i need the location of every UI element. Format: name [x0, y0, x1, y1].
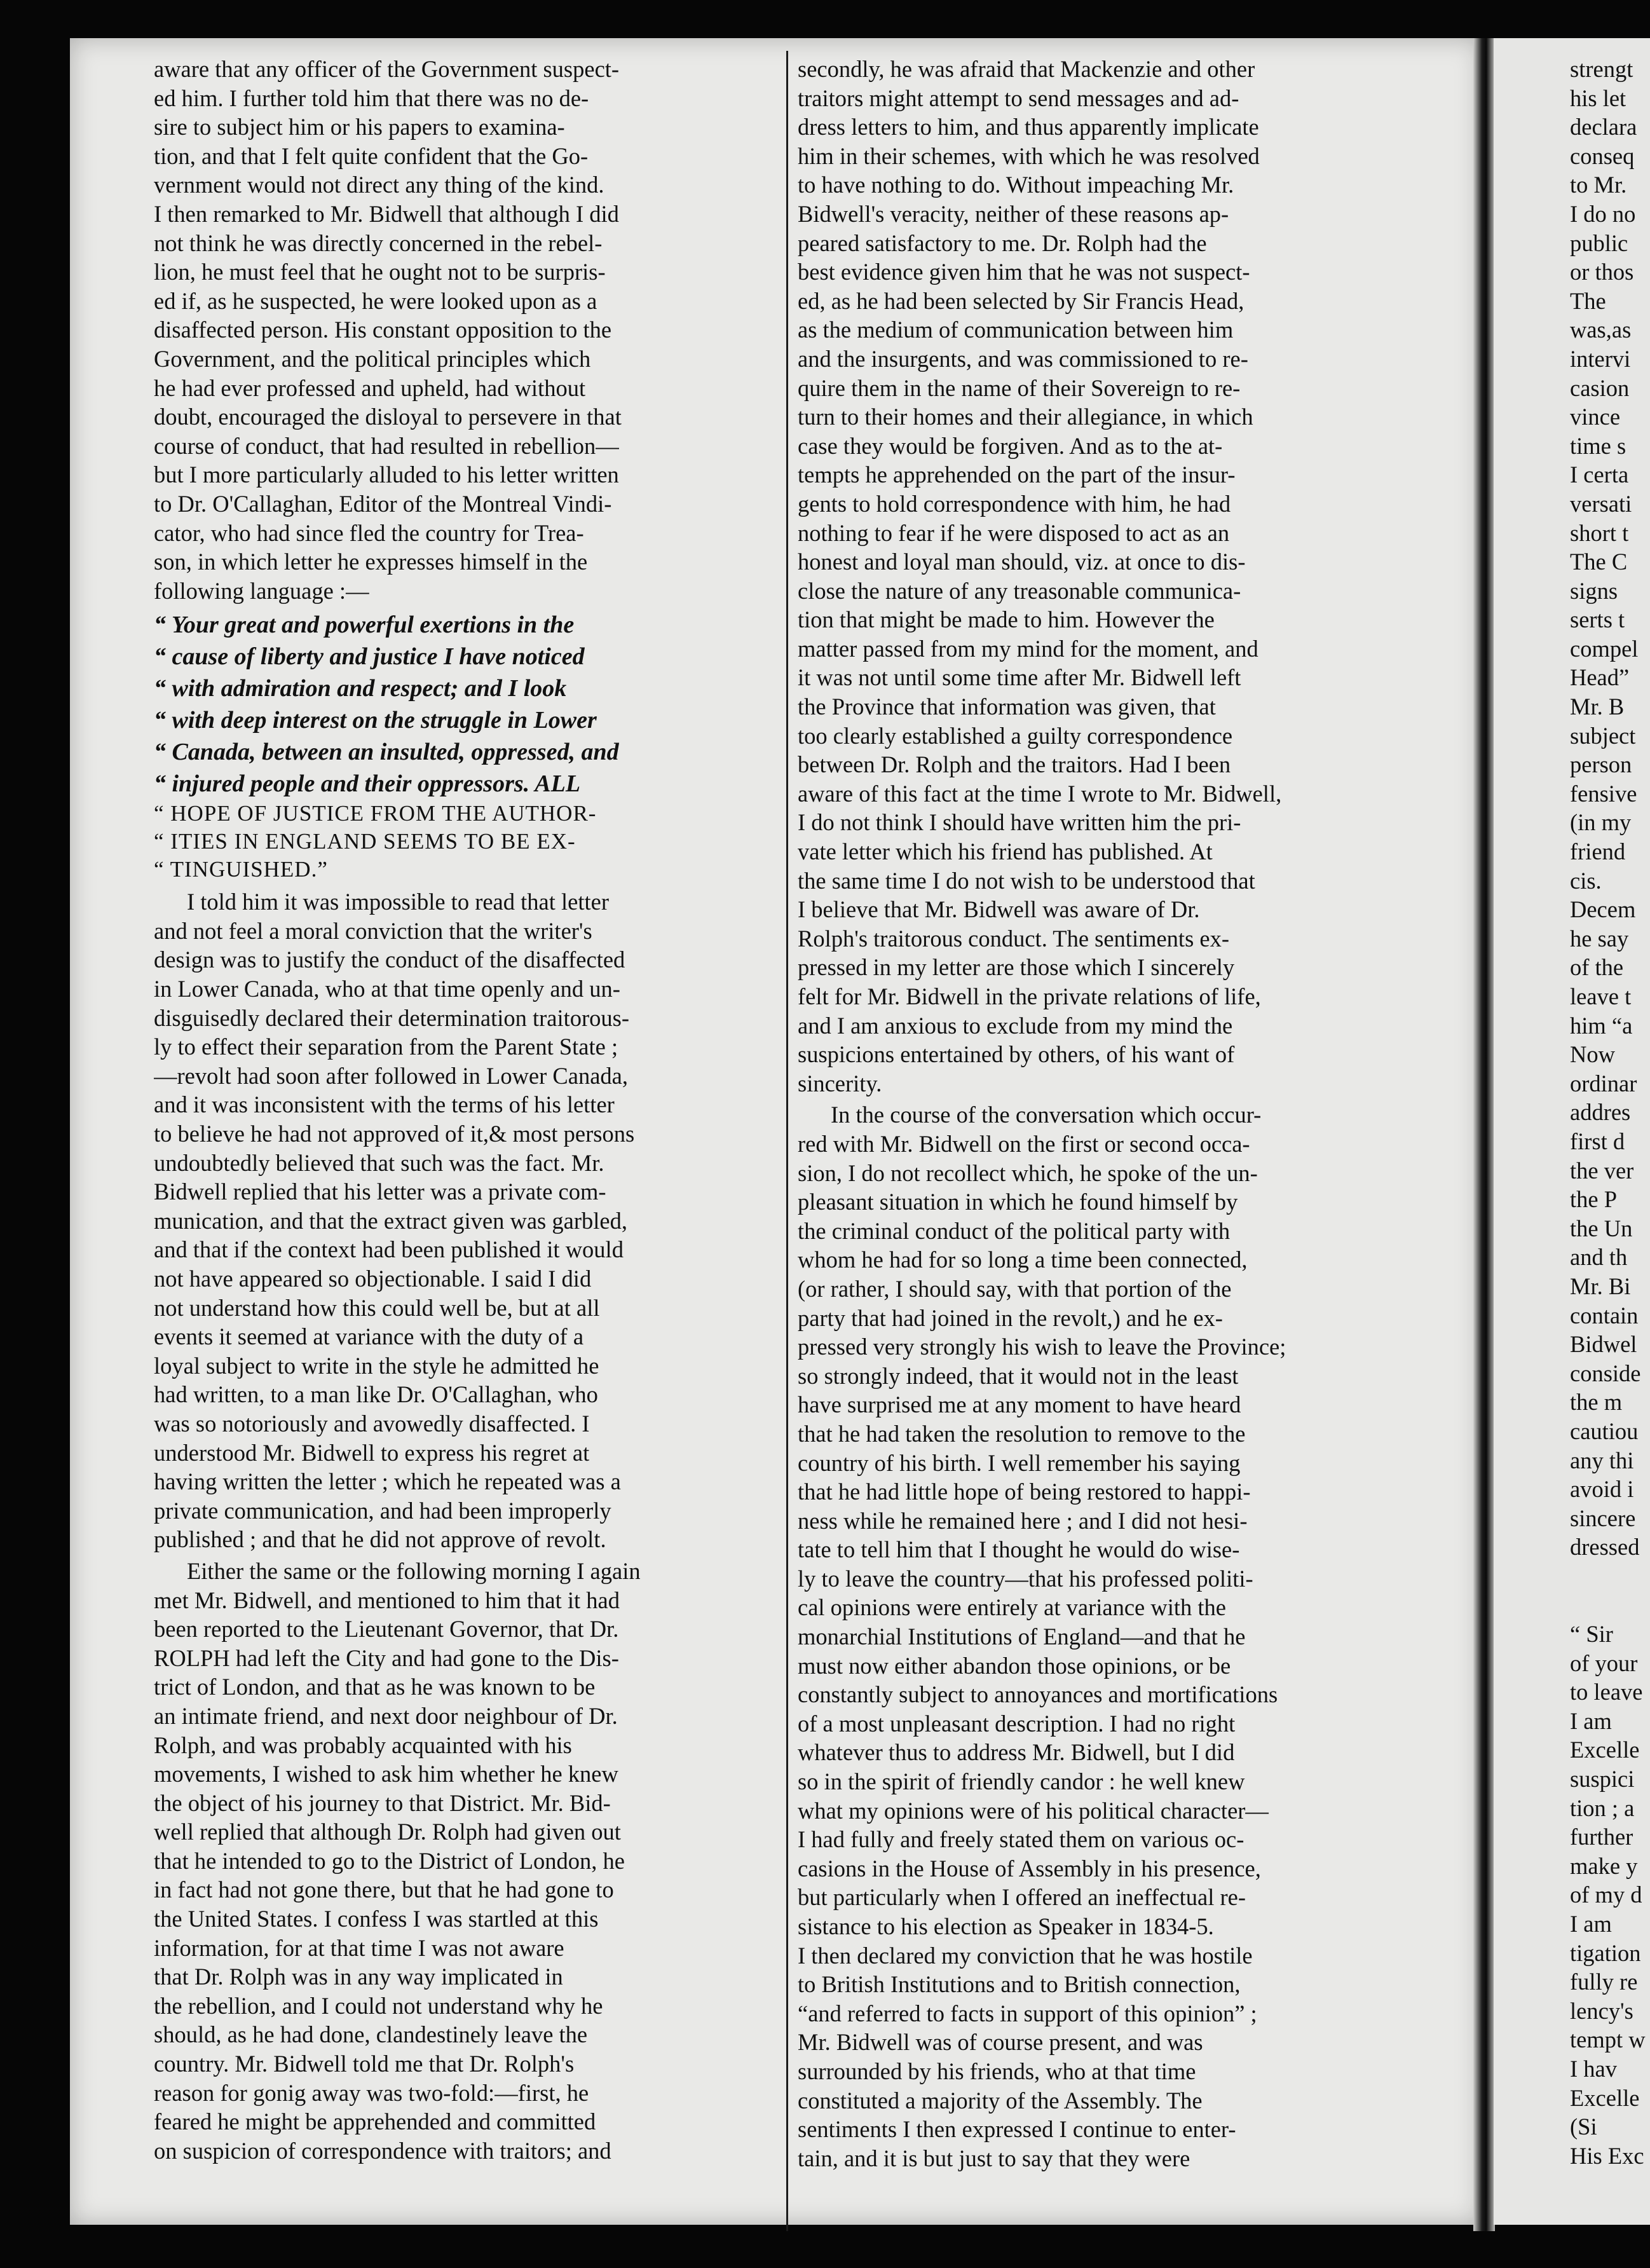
fragment-line: and th — [1570, 1244, 1628, 1271]
fragment-line: the Un — [1570, 1215, 1633, 1241]
text-line: aware that any officer of the Government suspect- — [154, 56, 620, 82]
fragment-line: His Exc — [1570, 2142, 1644, 2169]
fragment-line: tempt w — [1570, 2026, 1646, 2053]
text-line: country. Mr. Bidwell told me that Dr. Rolph's — [154, 2051, 575, 2077]
text-line: following language :— — [154, 577, 369, 604]
text-line: ed if, as he suspected, he were looked upon as a — [154, 287, 597, 314]
fragment-line: or thos — [1570, 259, 1634, 285]
quote-line: “ with deep interest on the struggle in Lower — [154, 707, 597, 734]
text-line: too clearly established a guilty correspondence — [798, 722, 1233, 749]
fragment-line: signs — [1570, 577, 1618, 604]
text-line: —revolt had soon after followed in Lower Canada, — [154, 1062, 628, 1089]
text-line: munication, and that the extract given was garbled, — [154, 1207, 627, 1234]
fragment-line: Excelle — [1570, 1737, 1640, 1763]
fragment-line: vince — [1570, 404, 1621, 430]
fragment-line: cis. — [1570, 867, 1602, 894]
text-line: pressed very strongly his wish to leave the Province; — [798, 1334, 1286, 1360]
fragment-line: versati — [1570, 490, 1632, 517]
text-line: sire to subject him or his papers to examina- — [154, 114, 565, 140]
paragraph-1 — [154, 55, 769, 605]
fragment-line: (Si — [1570, 2114, 1597, 2140]
text-line: cal opinions were entirely at variance with the — [798, 1594, 1226, 1621]
text-line: so strongly indeed, that it would not in the least — [798, 1362, 1239, 1389]
text-line: and not feel a moral conviction that the writer's — [154, 917, 592, 944]
text-line: In the course of the conversation which occur- — [831, 1102, 1262, 1128]
text-line: whatever thus to address Mr. Bidwell, but I did — [798, 1739, 1235, 1766]
text-line: information, for at that time I was not aware — [154, 1934, 564, 1961]
text-line: trict of London, and that as he was known to be — [154, 1674, 596, 1700]
text-line: turn to their homes and their allegiance, in which — [798, 404, 1253, 430]
text-line: design was to justify the conduct of the disaffected — [154, 946, 625, 973]
fragment-line: strengt — [1570, 56, 1633, 82]
text-line: disaffected person. His constant opposition to the — [154, 317, 612, 343]
text-line: casions in the House of Assembly in his presence, — [798, 1855, 1261, 1882]
text-line: sion, I do not recollect which, he spoke of the un- — [798, 1159, 1258, 1186]
fragment-line: short t — [1570, 519, 1629, 546]
page-fold-shadow — [1473, 38, 1495, 2231]
text-line: (or rather, I should say, with that portion of the — [798, 1275, 1232, 1302]
text-line: surrounded by his friends, who at that time — [798, 2058, 1196, 2084]
text-line: Rolph's traitorous conduct. The sentiments ex- — [798, 925, 1230, 952]
text-line: red with Mr. Bidwell on the first or second occa- — [798, 1130, 1250, 1157]
text-line: sincerity. — [798, 1070, 882, 1096]
fragment-line: friend — [1570, 838, 1626, 865]
text-line: sentiments I then expressed I continue to enter- — [798, 2116, 1236, 2143]
fragment-line: I certa — [1570, 461, 1629, 488]
fragment-line: Mr. Bi — [1570, 1273, 1631, 1299]
text-line: the Province that information was given, that — [798, 693, 1216, 720]
text-line: of a most unpleasant description. I had no right — [798, 1710, 1236, 1737]
text-line: not understand how this could well be, but at all — [154, 1294, 600, 1321]
text-line: to believe he had not approved of it,& most persons — [154, 1121, 635, 1147]
caps-line: “ TINGUISHED.” — [154, 857, 328, 882]
text-line: that he had taken the resolution to remove to the — [798, 1420, 1246, 1447]
text-line: suspicions entertained by others, of his want of — [798, 1041, 1235, 1068]
fragment-line: cautiou — [1570, 1418, 1639, 1444]
quote-line: “ injured people and their oppressors. ALL — [154, 770, 581, 798]
text-line: I told him it was impossible to read that letter — [187, 889, 609, 915]
text-line: that he had little hope of being restored to happi- — [798, 1479, 1251, 1505]
fragment-line: Decem — [1570, 896, 1636, 923]
text-line: have surprised me at any moment to have heard — [798, 1391, 1241, 1418]
fragment-line: tion ; a — [1570, 1794, 1635, 1821]
fragment-line: to Mr. — [1570, 172, 1627, 198]
text-line: vate letter which his friend has published. At — [798, 838, 1213, 865]
text-line: movements, I wished to ask him whether he knew — [154, 1761, 618, 1787]
quote-line: “ cause of liberty and justice I have noticed — [154, 643, 585, 671]
fragment-line: I am — [1570, 1911, 1612, 1937]
text-line: to have nothing to do. Without impeaching Mr. — [798, 172, 1234, 198]
text-line: Rolph, and was probably acquainted with his — [154, 1732, 572, 1758]
text-line: secondly, he was afraid that Mackenzie and other — [798, 56, 1255, 82]
text-line: Bidwell replied that his letter was a private com- — [154, 1178, 606, 1205]
fragment-line: I hav — [1570, 2055, 1617, 2082]
text-line: Government, and the political principles which — [154, 345, 591, 372]
text-line: feared he might be apprehended and committed — [154, 2108, 596, 2135]
text-line: Bidwell's veracity, neither of these reasons ap- — [798, 200, 1229, 227]
text-line: what my opinions were of his political character— — [798, 1797, 1269, 1824]
text-line: peared satisfactory to me. Dr. Rolph had the — [798, 229, 1207, 256]
text-line: traitors might attempt to send messages and ad- — [798, 85, 1239, 111]
text-line: as the medium of communication between him — [798, 317, 1234, 343]
fragment-line: (in my — [1570, 809, 1632, 836]
text-line: constantly subject to annoyances and mortifications — [798, 1681, 1278, 1708]
fragment-line: him “a — [1570, 1012, 1633, 1039]
column-left — [154, 55, 769, 2165]
text-line: gents to hold correspondence with him, he had — [798, 490, 1231, 517]
text-line: it was not until some time after Mr. Bidwell left — [798, 664, 1241, 691]
fragment-line: conseq — [1570, 142, 1635, 169]
fragment-line: Now — [1570, 1041, 1615, 1068]
text-line: constituted a majority of the Assembly. The — [798, 2087, 1203, 2114]
text-line: ROLPH had left the City and had gone to the Dis- — [154, 1644, 619, 1671]
text-line: between Dr. Rolph and the traitors. Had I been — [798, 751, 1231, 778]
text-line: he had ever professed and upheld, had without — [154, 374, 586, 401]
text-line: lion, he must feel that he ought not to be surpris- — [154, 259, 606, 285]
text-line: ly to leave the country—that his professed politi- — [798, 1565, 1253, 1592]
fragment-line: ordinar — [1570, 1070, 1637, 1096]
text-line: tion that might be made to him. However the — [798, 606, 1215, 633]
fragment-line: dressed — [1570, 1534, 1640, 1561]
fragment-line: leave t — [1570, 983, 1632, 1009]
column-rule — [786, 51, 788, 2231]
fragment-line: Excelle — [1570, 2084, 1640, 2111]
fragment-line: fully re — [1570, 1969, 1638, 1995]
text-line: country of his birth. I well remember his saying — [798, 1449, 1241, 1476]
text-line: understood Mr. Bidwell to express his regret at — [154, 1439, 590, 1466]
fragment-line: casion — [1570, 374, 1630, 401]
text-line: not think he was directly concerned in the rebel- — [154, 229, 603, 256]
text-line: doubt, encouraged the disloyal to persevere in that — [154, 404, 622, 430]
text-line: disguisedly declared their determination traitorous- — [154, 1004, 630, 1031]
text-line: vernment would not direct any thing of the kind. — [154, 172, 604, 198]
quoted-capitals — [154, 800, 769, 884]
fragment-line: compel — [1570, 635, 1639, 662]
quote-line: “ with admiration and respect; and I look — [154, 675, 567, 702]
text-line: whom he had for so long a time been connected, — [798, 1247, 1248, 1273]
text-line: must now either abandon those opinions, or be — [798, 1652, 1231, 1679]
fragment-line: I do no — [1570, 200, 1636, 227]
text-line: the United States. I confess I was startled at this — [154, 1906, 599, 1932]
text-line: private communication, and had been improperly — [154, 1497, 611, 1524]
fragment-line: any thi — [1570, 1447, 1634, 1473]
text-line: nothing to fear if he were disposed to act as an — [798, 519, 1230, 546]
caps-line: “ HOPE OF JUSTICE FROM THE AUTHOR- — [154, 801, 597, 826]
text-line: I then declared my conviction that he was hostile — [798, 1942, 1253, 1969]
fragment-line: Bidwel — [1570, 1331, 1637, 1358]
text-line: an intimate friend, and next door neighbour of Dr. — [154, 1702, 618, 1729]
fragment-line: addres — [1570, 1099, 1631, 1126]
fragment-line: serts t — [1570, 606, 1625, 633]
text-line: to Dr. O'Callaghan, Editor of the Montreal Vindi- — [154, 490, 612, 517]
fragment-line: I am — [1570, 1707, 1612, 1734]
text-line: but particularly when I offered an ineffectual re- — [798, 1884, 1246, 1911]
text-line: been reported to the Lieutenant Governor, that Dr. — [154, 1616, 619, 1643]
fragment-line: the P — [1570, 1186, 1618, 1213]
text-line: ed, as he had been selected by Sir Francis Head, — [798, 287, 1244, 314]
paragraph-3 — [154, 1557, 769, 2165]
text-line: had written, to a man like Dr. O'Callaghan, who — [154, 1381, 598, 1408]
fragment-line: of your — [1570, 1650, 1638, 1676]
fragment-line: public — [1570, 229, 1628, 256]
fragment-line: person — [1570, 751, 1632, 778]
fragment-line: to leave — [1570, 1679, 1643, 1705]
text-line: aware of this fact at the time I wrote to Mr. Bidwell, — [798, 780, 1282, 807]
fragment-line: his let — [1570, 85, 1626, 111]
fragment-line: of the — [1570, 954, 1624, 981]
fragment-line: Mr. B — [1570, 693, 1625, 720]
text-line: close the nature of any treasonable communica- — [798, 577, 1241, 604]
text-line: not have appeared so objectionable. I said I did — [154, 1266, 592, 1292]
fragment-line: lency's — [1570, 1997, 1633, 2024]
text-line: him in their schemes, with which he was resolved — [798, 142, 1260, 169]
fragment-line: first d — [1570, 1128, 1625, 1154]
fragment-line: sincere — [1570, 1505, 1636, 1531]
fragment-line: make y — [1570, 1852, 1638, 1879]
text-line: I believe that Mr. Bidwell was aware of Dr. — [798, 896, 1200, 923]
paragraph-2 — [154, 887, 769, 1554]
quote-line: “ Canada, between an insulted, oppressed, and — [154, 739, 619, 766]
text-line: case they would be forgiven. And as to the at- — [798, 432, 1223, 459]
fragment-line: time s — [1570, 432, 1626, 459]
fragment-line: the ver — [1570, 1157, 1634, 1184]
text-line: felt for Mr. Bidwell in the private relations of life, — [798, 983, 1261, 1009]
text-line: tain, and it is but just to say that they were — [798, 2145, 1190, 2171]
text-line: ness while he remained here ; and I did not hesi- — [798, 1507, 1248, 1534]
fragment-line — [1570, 1562, 1650, 1591]
text-line: Mr. Bidwell was of course present, and was — [798, 2029, 1203, 2056]
text-line: to British Institutions and to British connection, — [798, 1971, 1241, 1998]
text-line: in fact had not gone there, but that he had gone to — [154, 1876, 614, 1903]
text-line: and it was inconsistent with the terms of his letter — [154, 1091, 615, 1118]
text-line: the object of his journey to that District. Mr. Bid- — [154, 1789, 611, 1816]
fragment-line: subject — [1570, 722, 1636, 749]
fragment-line: “ Sir — [1570, 1621, 1613, 1648]
fragment-line: he say — [1570, 925, 1629, 952]
text-line: honest and loyal man should, viz. at once to dis- — [798, 549, 1246, 575]
fragment-line: The — [1570, 287, 1606, 314]
text-line: in Lower Canada, who at that time openly and un- — [154, 976, 620, 1002]
text-line: events it seemed at variance with the duty of a — [154, 1323, 584, 1350]
fragment-line: conside — [1570, 1360, 1641, 1386]
text-line: I had fully and freely stated them on various oc- — [798, 1826, 1244, 1853]
fragment-line: of my d — [1570, 1882, 1642, 1908]
text-line: tempts he apprehended on the part of the insur- — [798, 461, 1236, 488]
text-line: son, in which letter he expresses himself in the — [154, 549, 588, 575]
paragraph-5 — [798, 1100, 1409, 2173]
text-line: on suspicion of correspondence with traitors; and — [154, 2137, 611, 2164]
text-line: and the insurgents, and was commissioned to re- — [798, 345, 1248, 372]
column-right-cropped — [1570, 55, 1650, 2170]
text-line: well replied that although Dr. Rolph had given out — [154, 1819, 621, 1845]
text-line: tion, and that I felt quite confident that the Go- — [154, 142, 589, 169]
text-line: reason for gonig away was two-fold:—first, he — [154, 2079, 589, 2106]
text-line: loyal subject to write in the style he admitted he — [154, 1352, 599, 1379]
text-line: the criminal conduct of the political party with — [798, 1217, 1231, 1244]
text-line: the same time I do not wish to be understood that — [798, 867, 1255, 894]
fragment-line: fensive — [1570, 780, 1637, 807]
text-line: dress letters to him, and thus apparently implicate — [798, 114, 1259, 140]
caps-line: “ ITIES IN ENGLAND SEEMS TO BE EX- — [154, 829, 576, 854]
text-line: quire them in the name of their Sovereign to re- — [798, 374, 1241, 401]
text-line: Either the same or the following morning I again — [187, 1557, 641, 1584]
text-line: “and referred to facts in support of this opinion” ; — [798, 2000, 1257, 2026]
text-line: and that if the context had been published it would — [154, 1236, 624, 1263]
fragment-line: was,as — [1570, 317, 1632, 343]
text-line: having written the letter ; which he repeated was a — [154, 1468, 621, 1495]
text-line: was so notoriously and avowedly disaffected. I — [154, 1410, 590, 1437]
text-line: ly to effect their separation from the Parent State ; — [154, 1034, 618, 1060]
fragment-line: declara — [1570, 114, 1637, 140]
text-line: met Mr. Bidwell, and mentioned to him that it had — [154, 1587, 620, 1613]
text-line: pressed in my letter are those which I sincerely — [798, 954, 1235, 981]
text-line: and I am anxious to exclude from my mind the — [798, 1012, 1233, 1039]
column-middle — [798, 55, 1409, 2173]
text-line: I then remarked to Mr. Bidwell that although I did — [154, 200, 619, 227]
text-line: undoubtedly believed that such was the fact. Mr. — [154, 1149, 604, 1176]
text-line: tate to tell him that I thought he would do wise- — [798, 1536, 1240, 1563]
paragraph-4 — [798, 55, 1409, 1098]
text-line: published ; and that he did not approve of revolt. — [154, 1526, 606, 1553]
fragment-line: intervi — [1570, 345, 1631, 372]
text-line: course of conduct, that had resulted in rebellion— — [154, 432, 619, 459]
text-line: so in the spirit of friendly candor : he well knew — [798, 1768, 1245, 1795]
text-line: but I more particularly alluded to his letter written — [154, 461, 619, 488]
text-line: matter passed from my mind for the moment, and — [798, 635, 1258, 662]
fragment-line: tigation — [1570, 1939, 1641, 1966]
text-line: monarchial Institutions of England—and that he — [798, 1623, 1246, 1650]
text-line: the rebellion, and I could not understand why he — [154, 1992, 603, 2019]
text-line: best evidence given him that he was not suspect- — [798, 259, 1250, 285]
text-line: cator, who had since fled the country for Trea- — [154, 519, 584, 546]
text-line: that he intended to go to the District of London, he — [154, 1847, 625, 1874]
text-line: sistance to his election as Speaker in 1834-5. — [798, 1913, 1214, 1939]
fragment-line: further — [1570, 1824, 1633, 1850]
fragment-line — [1570, 1590, 1650, 1620]
quoted-letter-excerpt — [154, 609, 769, 800]
fragment-line: the m — [1570, 1389, 1623, 1416]
quote-line: “ Your great and powerful exertions in the — [154, 611, 575, 639]
fragment-line: Head” — [1570, 664, 1630, 691]
fragment-line: The C — [1570, 549, 1628, 575]
fragment-line: contain — [1570, 1302, 1639, 1329]
text-line: that Dr. Rolph was in any way implicated in — [154, 1964, 563, 1990]
text-line: ed him. I further told him that there was no de- — [154, 85, 589, 111]
text-line: party that had joined in the revolt,) and he ex- — [798, 1304, 1223, 1331]
text-line: pleasant situation in which he found himself by — [798, 1189, 1238, 1215]
text-line: should, as he had done, clandestinely leave the — [154, 2021, 588, 2048]
fragment-line: avoid i — [1570, 1476, 1634, 1503]
fragment-line: suspici — [1570, 1766, 1635, 1793]
text-line: I do not think I should have written him the pri- — [798, 809, 1241, 836]
